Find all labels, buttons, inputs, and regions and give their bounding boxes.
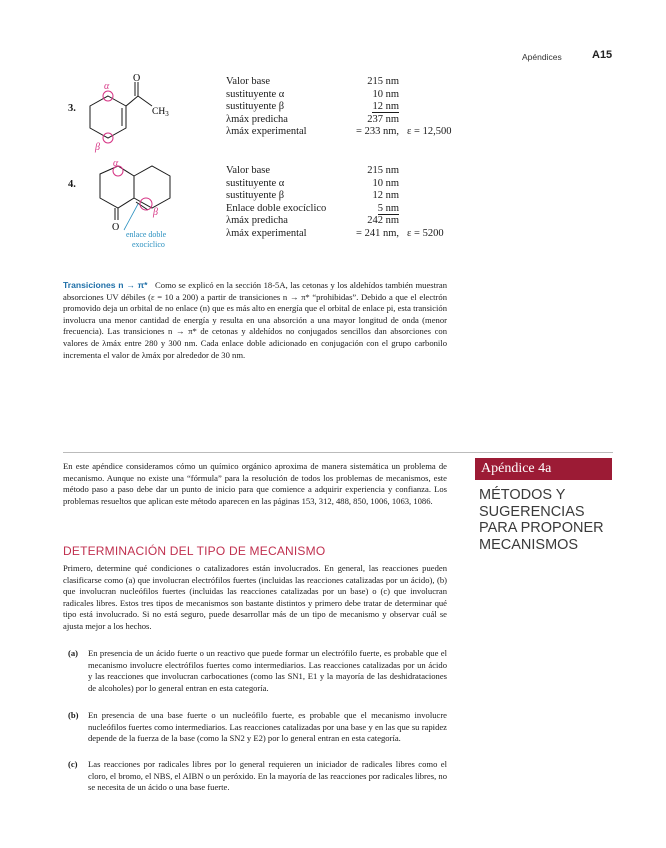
transitions-paragraph xyxy=(63,280,447,361)
example-3-number: 3. xyxy=(68,103,76,114)
table-row: sustituyente α 10 nm xyxy=(226,177,399,189)
table-row: Enlace doble exocíclico 5 nm xyxy=(226,202,399,214)
example-3-calculation xyxy=(226,76,451,139)
table-row: sustituyente β 12 nm xyxy=(226,101,399,112)
table-row: Valor base 215 nm xyxy=(226,76,399,87)
example-4-structure xyxy=(78,160,198,252)
appendix-title: MÉTODOS Y SUGERENCIAS PARA PROPONER MECANISMOS xyxy=(479,487,604,553)
page-number: A15 xyxy=(592,49,613,61)
ex4-alpha-label: α xyxy=(113,160,119,169)
example-4-number: 4. xyxy=(68,179,76,190)
section-heading: DETERMINACIÓN DEL TIPO DE MECANISMO xyxy=(63,544,326,558)
appendix-tag: Apéndice 4a xyxy=(475,458,612,480)
example-3-structure xyxy=(78,72,188,154)
ex4-exocyclic-label-2: exocíclico xyxy=(132,240,165,249)
ex4-carbonyl-o: O xyxy=(112,222,120,233)
transitions-lead: Transiciones n → π* xyxy=(63,280,148,290)
appendix-intro: En este apéndice consideramos cómo un químico orgánico aproxima de manera sistemática un problema de mecanismo. Aunque no existe una “fórmula” para la resolución de todos los problemas de mecanismos, este método paso a paso debe dar un punto de inicio para que comience a adquirir experiencia y confianza. Los problemas resueltos que aplican este método aparecen en las páginas 153, 312, 488, 850, 1006, 1063, 1086. xyxy=(63,461,447,506)
section-divider xyxy=(63,452,613,453)
ex4-beta-label: β xyxy=(153,207,158,218)
table-row: λmáx experimental = 241 nm, ε = 5200 xyxy=(226,227,444,239)
table-row: λmáx predicha 237 nm xyxy=(226,113,399,125)
ex3-carbonyl-o: O xyxy=(133,73,141,84)
ex4-exocyclic-label-1: enlace doble xyxy=(126,230,167,239)
table-row: Valor base 215 nm xyxy=(226,165,399,176)
table-row: sustituyente β 12 nm xyxy=(226,190,399,201)
list-item: (a) En presencia de un ácido fuerte o un reactivo que puede formar un electrófilo fuerte, es probable que el mecanismo involucre electrófilos fuertes como intermediarios. Las reacciones catalizadas por un ácido y las reacciones que involucran carbocationes (como las SN1, E1 y la mayoría de las deshidrataciones de alcoholes) por lo general entran en esta categoría. xyxy=(68,648,447,693)
list-item: (c) Las reacciones por radicales libres por lo general requieren un iniciador de radicales libres como el cloro, el bromo, el NBS, el AIBN o un peróxido. En la mayoría de las reacciones por radicales libres, no se necesita de un ácido o una base fuerte. xyxy=(68,759,447,793)
ex3-alpha-label: α xyxy=(104,81,110,92)
table-row: sustituyente α 10 nm xyxy=(226,88,399,100)
ex3-ch3: $CH_3$ xyxy=(152,107,169,118)
ex3-beta-label: β xyxy=(95,142,100,153)
table-row: λmáx experimental = 233 nm, ε = 12,500 xyxy=(226,126,452,137)
running-header-section: Apéndices xyxy=(522,52,562,62)
list-item: (b) En presencia de una base fuerte o un nucleófilo fuerte, es probable que el mecanismo involucre nucleófilos fuertes como intermediarios. Las reacciones catalizadas por una base y en las que su rapidez depende de la fuerza de la base (como la SN2 y E2) por lo general entran en esta categoría. xyxy=(68,710,447,744)
transitions-text: Como se explicó en la sección 18-5A, las cetonas y los aldehídos también muestran absorciones UV débiles (ε = 10 a 200) a partir de transiciones n → π* “prohibidas”. Debido a que el electrón promovido deja un orbital de no enlace (n) que es más alto en energía que el orbital de enlace pi, esta transición involucra una menor cantidad de energía y resulta en una absorción a una mayor longitud de onda (menor frecuencia). Las transiciones n → π* de cetonas y aldehídos no conjugados sencillos dan absorciones con valores de λmáx entre 280 y 300 nm. Cada enlace doble adicionado en conjugación con el grupo carbonilo incrementa el valor de λmáx por alrededor de 30 nm. xyxy=(63,280,447,360)
section-paragraph: Primero, determine qué condiciones o catalizadores están involucrados. En general, las reacciones pueden clasificarse como (a) que involucran electrófilos fuertes (incluidas las reacciones catalizadas por un ácido), (b) que involucran nucleófilos fuertes (incluidas las reacciones catalizadas por un base) o (c) que involucran radicales libres. Estos tres tipos de mecanismos son bastante distintos y primero debe tratar de determinar qué tipo está involucrado. Si no está seguro, puede desarrollar más de un tipo de mecanismo y observar cuál se ajusta mejor a los hechos. xyxy=(63,563,447,631)
table-row: λmáx predicha 242 nm xyxy=(226,215,399,226)
example-4-calculation xyxy=(226,165,444,240)
